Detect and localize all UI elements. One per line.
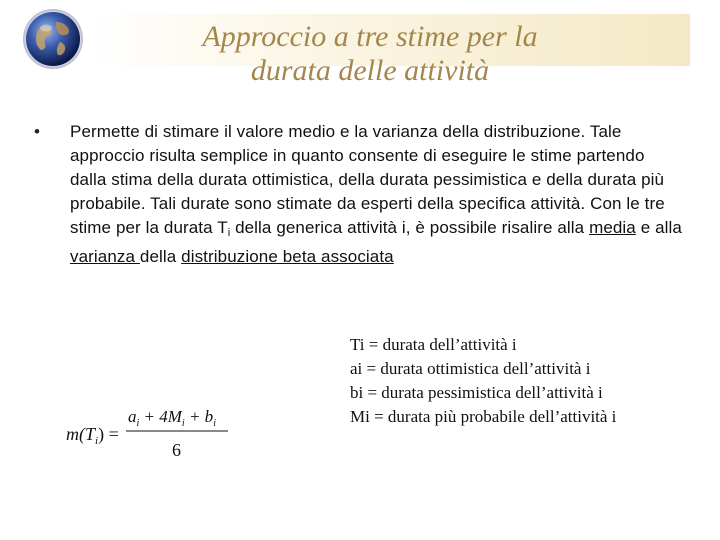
- formula-4m: + 4M: [139, 407, 182, 426]
- title-line-1: Approccio a tre stime per la: [202, 20, 538, 53]
- formula-m-sub: i: [181, 418, 185, 429]
- link-distribuzione-beta[interactable]: distribuzione beta associata: [181, 247, 394, 266]
- bullet-text-part-2: della generica attività i, è possibile risalire alla: [230, 218, 590, 237]
- mean-formula: [64, 400, 244, 464]
- link-media[interactable]: media: [589, 218, 636, 237]
- svg-text:m(Ti) =: [66, 424, 119, 447]
- formula-lhs-close: ) =: [98, 424, 119, 444]
- svg-text:ai + 4Mi + bi: [128, 407, 216, 429]
- definition-mi: Mi = durata più probabile dell’attività i: [350, 407, 617, 426]
- bullet-text-part-4: della: [139, 247, 182, 266]
- formula-lhs-sub: i: [95, 435, 99, 447]
- link-varianza[interactable]: varianza: [70, 247, 140, 266]
- bullet-text-part-1: Permette di stimare il valore medio e la varianza della distribuzione. Tale approccio risulta semplice in quanto consente di eseguire le stime partendo dalla stima della durata ottimistica, della durata pessimistica e della durata più probabile. Tali durate sono stimate da esperti della specifica attività. Con le tre stime per la durata T: [70, 122, 665, 237]
- bullet-text-part-3: e alla: [635, 218, 682, 237]
- formula-denominator: 6: [172, 440, 181, 460]
- formula-b-sub: i: [213, 418, 216, 429]
- bullet-text: [70, 120, 682, 269]
- definition-ti: Ti = durata dell’attività i: [350, 335, 517, 354]
- formula-b: + b: [184, 407, 214, 426]
- definition-bi: bi = durata pessimistica dell’attività i: [350, 383, 603, 402]
- formula-a: a: [128, 407, 137, 426]
- formula-lhs: m(T: [66, 424, 96, 444]
- subscript-i: i: [227, 227, 231, 239]
- definitions-list: [350, 333, 616, 429]
- title-line-2: durata delle attività: [250, 54, 490, 87]
- formula-a-sub: i: [136, 418, 140, 429]
- bullet-symbol: •: [34, 122, 40, 141]
- definition-ai: ai = durata ottimistica dell’attività i: [350, 359, 591, 378]
- globe-icon: [22, 8, 84, 70]
- page-title: [110, 20, 630, 88]
